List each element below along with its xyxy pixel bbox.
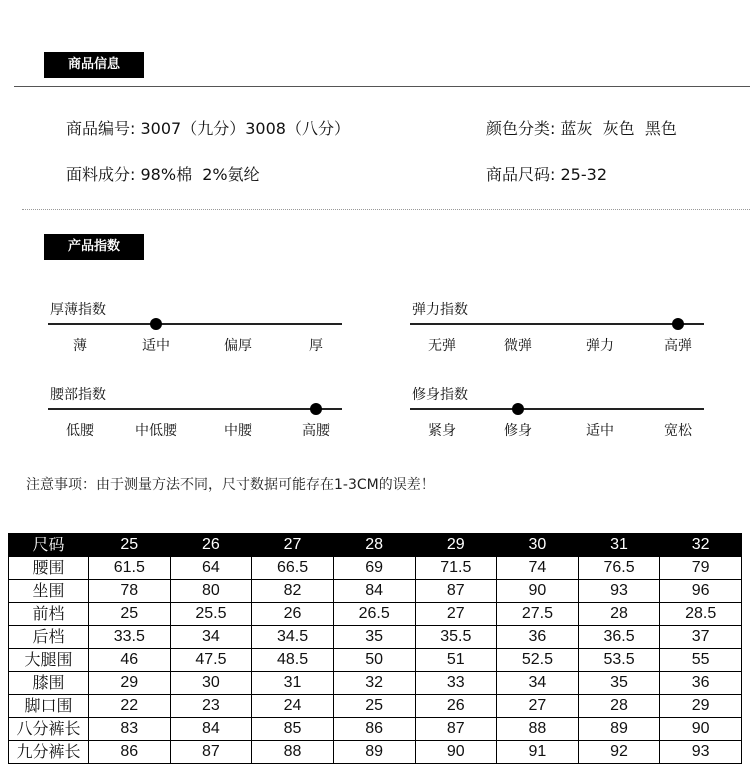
index-scale: [410, 384, 704, 444]
table-cell: 78: [89, 580, 171, 603]
index-level-label: 中腰: [224, 423, 252, 439]
index-title: 厚薄指数: [50, 302, 106, 318]
table-cell: 25.5: [170, 603, 252, 626]
measurement-note: 注意事项：由于测量方法不同，尺寸数据可能存在1-3CM的误差！: [26, 477, 435, 493]
index-level-label: 偏厚: [224, 338, 252, 354]
table-cell: 69: [333, 557, 415, 580]
row-label: 前档: [9, 603, 89, 626]
table-cell: 89: [578, 718, 660, 741]
table-row: [9, 695, 742, 718]
table-cell: 64: [170, 557, 252, 580]
row-label: 九分裤长: [9, 741, 89, 764]
table-cell: 55: [660, 649, 742, 672]
section-label-product-info: 商品信息: [44, 52, 144, 78]
table-cell: 86: [333, 718, 415, 741]
size-value: 25-32: [560, 165, 607, 184]
table-cell: 83: [89, 718, 171, 741]
index-scale: [48, 299, 342, 359]
index-scale: [410, 299, 704, 359]
row-label: 坐围: [9, 580, 89, 603]
table-cell: 71.5: [415, 557, 497, 580]
table-cell: 82: [252, 580, 334, 603]
table-cell: 31: [252, 672, 334, 695]
table-cell: 25: [333, 695, 415, 718]
index-marker: [672, 318, 684, 330]
dotted-divider: [22, 209, 750, 210]
index-level-label: 低腰: [66, 423, 94, 439]
table-cell: 37: [660, 626, 742, 649]
table-cell: 32: [333, 672, 415, 695]
table-cell: 92: [578, 741, 660, 764]
table-cell: 34: [170, 626, 252, 649]
index-level-label: 宽松: [664, 423, 692, 439]
table-cell: 93: [578, 580, 660, 603]
fabric-composition: [66, 162, 260, 185]
index-level-label: 中低腰: [135, 423, 177, 439]
row-label: 脚口围: [9, 695, 89, 718]
table-cell: 36: [497, 626, 579, 649]
index-line: [410, 323, 704, 325]
header-cell: 尺码: [9, 534, 89, 557]
index-level-label: 厚: [309, 338, 323, 354]
index-level-label: 微弹: [504, 338, 532, 354]
index-level-label: 高弹: [664, 338, 692, 354]
size-label: 商品尺码:: [486, 165, 556, 184]
table-cell: 85: [252, 718, 334, 741]
index-line: [48, 323, 342, 325]
index-title: 修身指数: [412, 387, 468, 403]
table-cell: 79: [660, 557, 742, 580]
table-cell: 93: [660, 741, 742, 764]
table-cell: 47.5: [170, 649, 252, 672]
table-cell: 74: [497, 557, 579, 580]
index-marker: [150, 318, 162, 330]
header-cell: 29: [415, 534, 497, 557]
index-level-label: 弹力: [586, 338, 614, 354]
table-cell: 96: [660, 580, 742, 603]
table-cell: 35.5: [415, 626, 497, 649]
table-row: [9, 580, 742, 603]
table-cell: 35: [333, 626, 415, 649]
size-table-header: [9, 534, 742, 557]
table-cell: 34.5: [252, 626, 334, 649]
table-row: [9, 603, 742, 626]
divider: [14, 86, 750, 87]
section-label-product-index: 产品指数: [44, 234, 144, 260]
table-cell: 52.5: [497, 649, 579, 672]
header-cell: 31: [578, 534, 660, 557]
header-cell: 26: [170, 534, 252, 557]
row-label: 膝围: [9, 672, 89, 695]
header-cell: 28: [333, 534, 415, 557]
table-cell: 27.5: [497, 603, 579, 626]
table-cell: 80: [170, 580, 252, 603]
product-code-value: 3007（九分）3008（八分）: [140, 119, 350, 138]
index-level-label: 修身: [504, 423, 532, 439]
table-cell: 24: [252, 695, 334, 718]
table-cell: 76.5: [578, 557, 660, 580]
color-label: 颜色分类:: [486, 119, 556, 138]
color-value: 蓝灰 灰色 黑色: [560, 119, 677, 138]
header-cell: 25: [89, 534, 171, 557]
table-cell: 90: [415, 741, 497, 764]
table-cell: 34: [497, 672, 579, 695]
product-size-range: [486, 162, 607, 185]
table-cell: 87: [170, 741, 252, 764]
row-label: 后档: [9, 626, 89, 649]
index-level-label: 紧身: [428, 423, 456, 439]
table-cell: 53.5: [578, 649, 660, 672]
index-line: [48, 408, 342, 410]
table-cell: 88: [497, 718, 579, 741]
table-cell: 29: [660, 695, 742, 718]
table-cell: 33.5: [89, 626, 171, 649]
index-title: 弹力指数: [412, 302, 468, 318]
table-cell: 28.5: [660, 603, 742, 626]
index-level-label: 无弹: [428, 338, 456, 354]
table-cell: 30: [170, 672, 252, 695]
index-level-label: 适中: [586, 423, 614, 439]
table-cell: 25: [89, 603, 171, 626]
table-cell: 84: [333, 580, 415, 603]
index-marker: [310, 403, 322, 415]
row-label: 大腿围: [9, 649, 89, 672]
index-level-label: 适中: [142, 338, 170, 354]
table-cell: 88: [252, 741, 334, 764]
table-cell: 86: [89, 741, 171, 764]
table-cell: 84: [170, 718, 252, 741]
table-cell: 87: [415, 718, 497, 741]
table-cell: 27: [415, 603, 497, 626]
table-row: [9, 626, 742, 649]
index-marker: [512, 403, 524, 415]
table-cell: 48.5: [252, 649, 334, 672]
table-row: [9, 557, 742, 580]
fabric-value: 98%棉 2%氨纶: [140, 165, 260, 184]
header-cell: 27: [252, 534, 334, 557]
table-cell: 26.5: [333, 603, 415, 626]
index-line: [410, 408, 704, 410]
table-cell: 28: [578, 603, 660, 626]
table-row: [9, 672, 742, 695]
index-title: 腰部指数: [50, 387, 106, 403]
table-cell: 26: [415, 695, 497, 718]
table-cell: 61.5: [89, 557, 171, 580]
table-cell: 66.5: [252, 557, 334, 580]
table-cell: 22: [89, 695, 171, 718]
table-cell: 27: [497, 695, 579, 718]
table-cell: 26: [252, 603, 334, 626]
table-cell: 87: [415, 580, 497, 603]
color-category: [486, 116, 677, 139]
product-code: [66, 116, 350, 139]
table-cell: 51: [415, 649, 497, 672]
row-label: 腰围: [9, 557, 89, 580]
table-cell: 33: [415, 672, 497, 695]
table-cell: 28: [578, 695, 660, 718]
table-cell: 35: [578, 672, 660, 695]
row-label: 八分裤长: [9, 718, 89, 741]
table-cell: 91: [497, 741, 579, 764]
table-cell: 36.5: [578, 626, 660, 649]
table-cell: 50: [333, 649, 415, 672]
table-cell: 36: [660, 672, 742, 695]
table-row: [9, 649, 742, 672]
table-cell: 89: [333, 741, 415, 764]
table-cell: 90: [660, 718, 742, 741]
index-level-label: 薄: [73, 338, 87, 354]
header-cell: 30: [497, 534, 579, 557]
index-scale: [48, 384, 342, 444]
table-cell: 90: [497, 580, 579, 603]
table-row: [9, 718, 742, 741]
index-level-label: 高腰: [302, 423, 330, 439]
table-cell: 23: [170, 695, 252, 718]
table-row: [9, 741, 742, 764]
table-cell: 29: [89, 672, 171, 695]
fabric-label: 面料成分:: [66, 165, 136, 184]
table-cell: 46: [89, 649, 171, 672]
product-code-label: 商品编号:: [66, 119, 136, 138]
size-table: [8, 533, 742, 764]
header-cell: 32: [660, 534, 742, 557]
